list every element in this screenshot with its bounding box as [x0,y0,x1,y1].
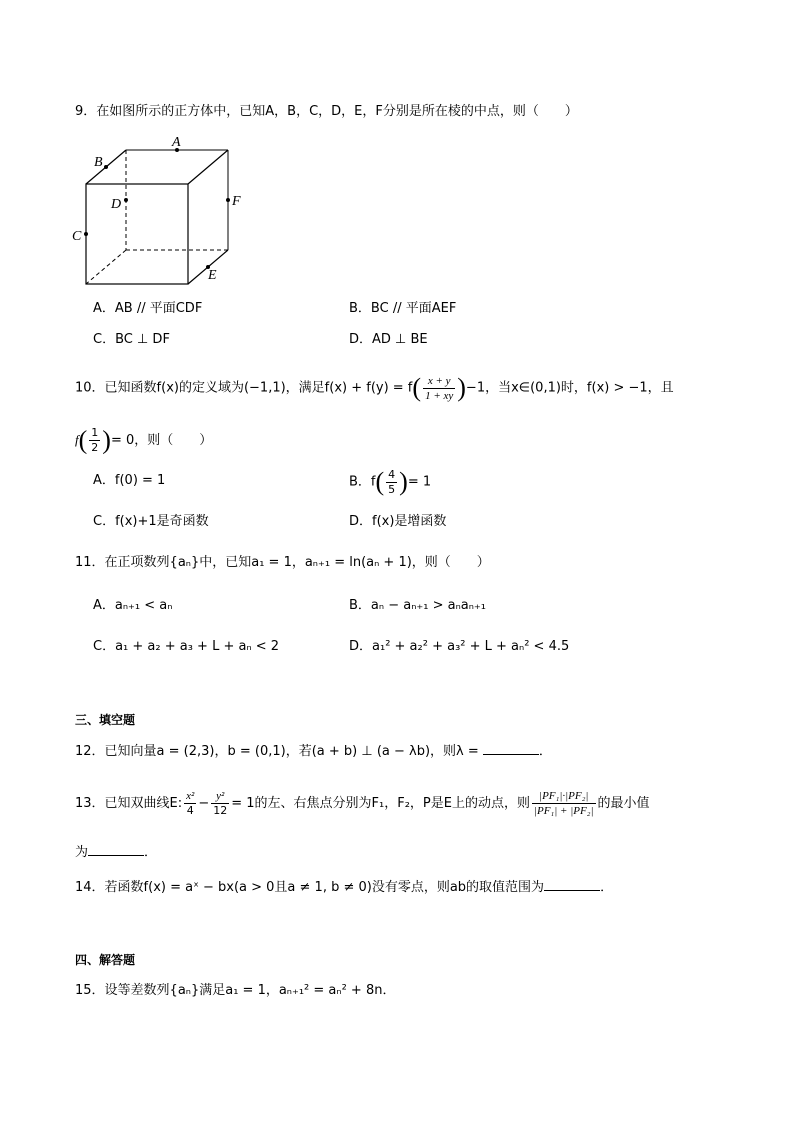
q10-option-b[interactable]: B．f( $\frac{4}{5}$ )= 1 [349,467,432,496]
q10-stem: 10．已知函数f(x)的定义域为(−1,1)，满足f(x) + f(y) = f( $\frac{x + y}{1 + xy}$ )−1，当x∈(0,1)时，f(x) > −1，且 [75,373,674,402]
q10-stem-part1: 10．已知函数f(x)的定义域为(−1,1)，满足f(x) + f(y) = f [75,380,413,396]
label-b: B [94,155,103,170]
point-d [124,198,128,202]
q13-answer-blank[interactable] [88,842,144,856]
q10-stem-part2: −1，当x∈(0,1)时，f(x) > −1，且 [465,380,674,396]
label-f: F [232,194,241,209]
point-b [104,165,108,169]
q14-stem: 14．若函数f(x) = aˣ − bx(a > 0且a ≠ 1, b ≠ 0)没有零点，则ab的取值范围为 ． [75,877,613,898]
q11-option-c[interactable]: C．a₁ + a₂ + a₃ + L + aₙ < 2 [93,639,280,654]
q12-stem: 12．已知向量a = (2,3)，b = (0,1)，若(a + b) ⊥ (a − λb)，则λ = ． [75,741,552,762]
label-d: D [111,197,122,212]
q13-big-fraction: $\frac{\text{|PF₁|·|PF₂|}}{\text{|PF₁| + |PF₂|}}$ [533,790,594,817]
q9-option-d[interactable]: D．AD ⊥ BE [349,332,428,347]
point-f [226,198,230,202]
q11-option-a[interactable]: A．aₙ₊₁ < aₙ [93,598,173,613]
q9-stem: 9．在如图所示的正方体中，已知A，B，C，D，E，F分别是所在棱的中点，则（ ） [75,104,578,119]
label-a: A [172,135,181,150]
q10-fraction: $\frac{x + y}{1 + xy}$ [425,374,454,402]
q13-stem-line2: 为 ． [75,842,157,863]
q11-option-b[interactable]: B．aₙ − aₙ₊₁ > aₙaₙ₊₁ [349,598,486,613]
label-c: C [72,229,82,244]
section-fill-in-heading: 三、填空题 [75,713,136,727]
q10-stem-line2: f( $\frac{1}{2}$ )= 0，则（ ） [75,425,213,455]
q11-stem: 11．在正项数列{aₙ}中，已知a₁ = 1，aₙ₊₁ = ln(aₙ + 1)，则（ ） [75,555,490,570]
q10-option-a[interactable]: A．f(0) = 1 [93,473,166,488]
q15-stem: 15．设等差数列{aₙ}满足a₁ = 1，aₙ₊₁² = aₙ² + 8n． [75,983,396,998]
q10-option-d[interactable]: D．f(x)是增函数 [349,514,447,529]
q12-answer-blank[interactable] [483,741,539,755]
label-e: E [208,268,217,283]
q13-stem: 13．已知双曲线E: $\frac{\text{x²}}{4}$ − $\frac{\text{y²}}{12}$ = 1的左、右焦点分别为F₁，F₂，P是E上的动点，则 $\frac{\text{|PF₁|·|PF₂|}}{\text{|PF₁| + |PF₂|}}$ 的最小值 [75,790,650,817]
cube-figure [68,132,258,292]
q9-option-a[interactable]: A．AB // 平面CDF [93,301,203,316]
q11-option-d[interactable]: D．a₁² + a₂² + a₃² + L + aₙ² < 4.5 [349,639,570,654]
q10-option-c[interactable]: C．f(x)+1是奇函数 [93,514,209,529]
q9-option-b[interactable]: B．BC // 平面AEF [349,301,457,316]
point-c [84,232,88,236]
section-solution-heading: 四、解答题 [75,953,136,967]
q14-answer-blank[interactable] [544,877,600,891]
q9-option-c[interactable]: C．BC ⊥ DF [93,332,170,347]
